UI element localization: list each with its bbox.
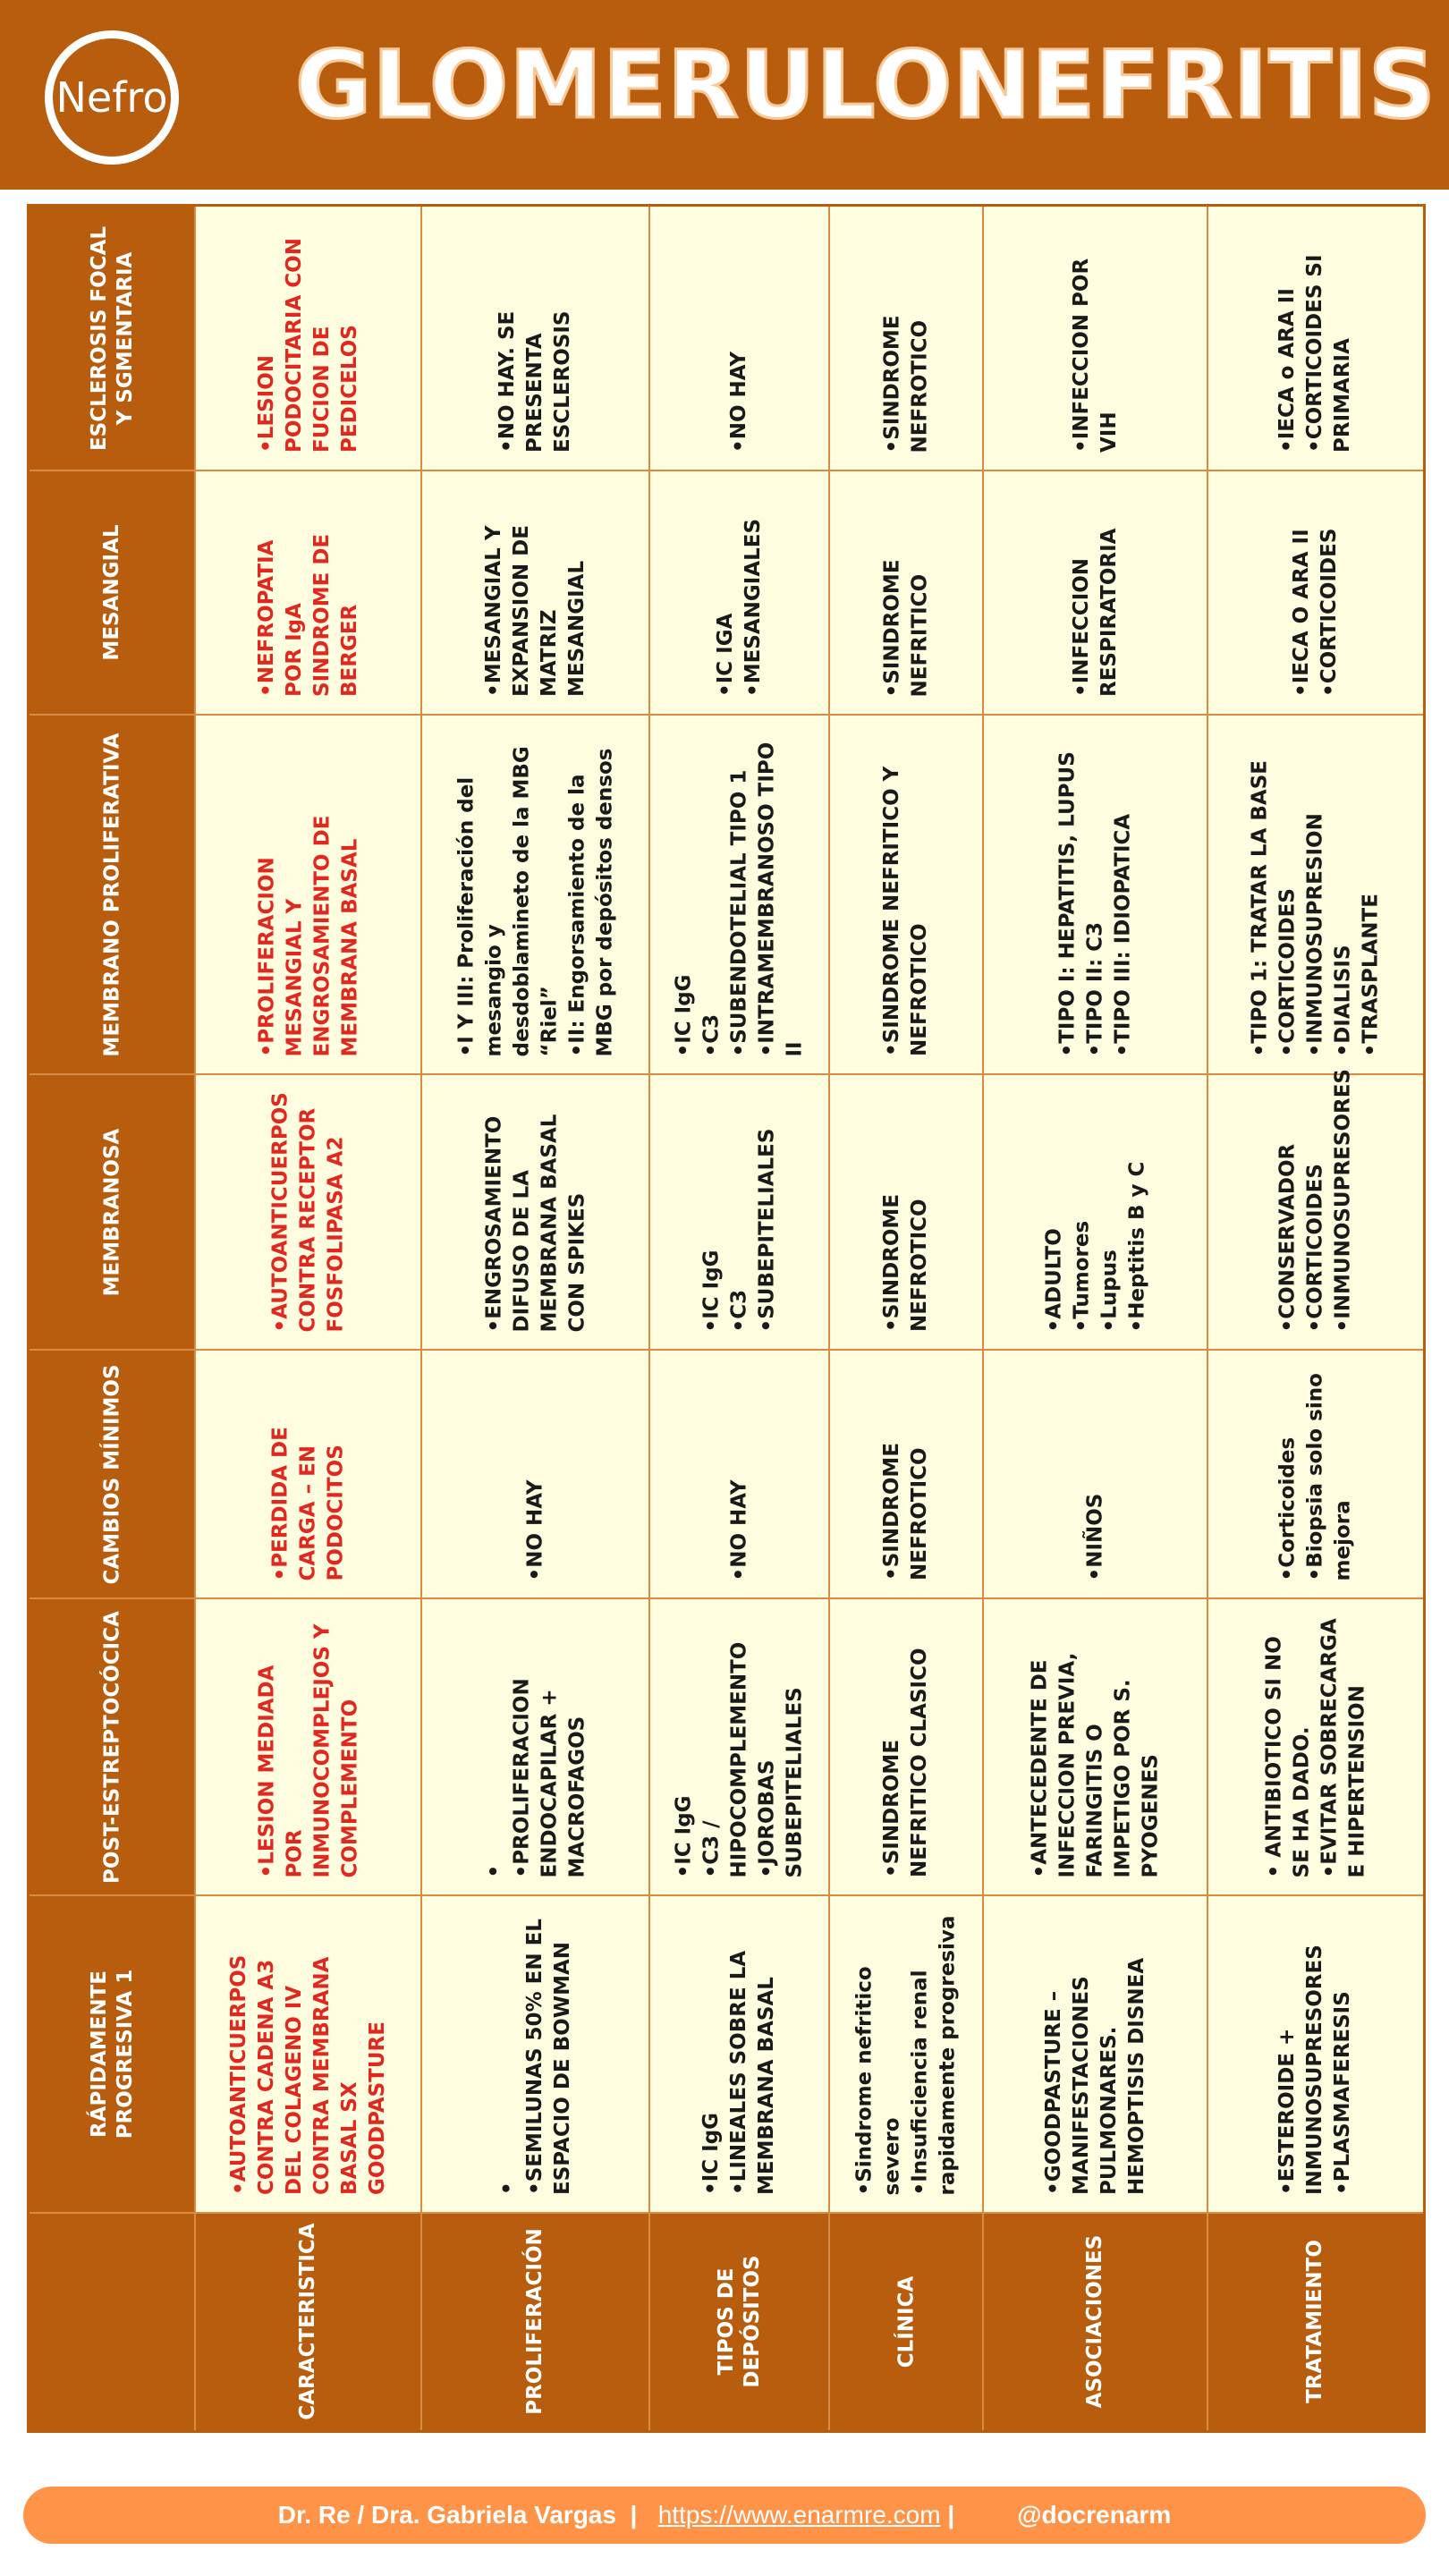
column-header-1 <box>30 207 195 470</box>
cell-line: •ENGROSAMIENTO DIFUSO DE LA MEMBRANA BASAL CON SPIKES <box>481 1114 589 1332</box>
row-header-2 <box>421 2213 649 2430</box>
cell-line: •I Y III: Proliferación del mesangio y desdoblamineto de la MBG “Riel” <box>453 745 561 1056</box>
column-header-label: MEMBRANO PROLIFERATIVA <box>100 732 123 1057</box>
cell-line: •GOODPASTURE – MANIFESTACIONES PULMONARES. HEMOPTISIS DISNEA <box>1041 1957 1148 2195</box>
cell-line: •INFECCION POR VIH <box>1069 258 1121 453</box>
cell-line: •Corticoides <box>1275 1436 1299 1580</box>
table-cell <box>195 1598 421 1895</box>
cell-line: •ESTEROIDE + INMUNOSUPRESORES <box>1275 1945 1326 2195</box>
row-header-4 <box>829 2213 983 2430</box>
logo-text: Nefro <box>55 73 168 122</box>
row-header-3 <box>649 2213 829 2430</box>
cell-line: •PERDIDA DE CARGA – EN PODOCITOS <box>268 1426 347 1580</box>
cell-line: •TIPO II: C3 <box>1083 921 1106 1056</box>
cell-line: •IECA o ARA II <box>1275 288 1299 453</box>
table-cell <box>421 715 649 1074</box>
cell-line: •SUBENDOTELIAL TIPO 1 <box>727 769 750 1056</box>
table-cell <box>195 1074 421 1350</box>
comparison-table <box>27 204 1426 2433</box>
row-header-5 <box>983 2213 1208 2430</box>
row-header-label: TRATAMIENTO <box>1303 2240 1326 2403</box>
cell-line: •NEFROPATIA POR IgA SINDROME DE BERGER <box>254 533 361 697</box>
cell-line: •CORTICOIDES <box>1303 1163 1326 1332</box>
header-banner <box>0 0 1449 190</box>
cell-line: •NIÑOS <box>1083 1493 1106 1580</box>
cell-line: • <box>496 2182 519 2195</box>
cell-line: •IC IgG <box>699 2112 723 2195</box>
cell-line: •LESION PODOCITARIA CON FUCION DE PEDICELOS <box>254 238 361 453</box>
table-cell <box>421 207 649 470</box>
table-cell <box>829 1895 983 2213</box>
table-cell <box>983 1074 1208 1350</box>
table-cell <box>649 207 829 470</box>
cell-line: •ANTECEDENTE DE INFECCION PREVIA, FARINGITIS O IMPETIGO POR S. PYOGENES <box>1028 1652 1162 1877</box>
column-header-5 <box>30 1350 195 1598</box>
cell-line: • <box>481 1864 505 1877</box>
table-cell <box>829 1350 983 1598</box>
table-cell <box>1208 715 1423 1074</box>
column-header-4 <box>30 1074 195 1350</box>
cell-line: •TRASPLANTE <box>1359 893 1382 1056</box>
row-header-6 <box>1208 2213 1423 2430</box>
cell-line: •AUTOANTICUERPOS CONTRA CADENA A3 DEL COLAGENO IV CONTRA MEMBRANA BASAL SX GOODPASTURE <box>226 1954 389 2195</box>
cell-line: • ANTIBIOTICO SI NO SE HA DADO. <box>1261 1635 1313 1877</box>
cell-line: •TIPO I: HEPATITIS, LUPUS <box>1055 750 1079 1056</box>
table-cell <box>1208 1068 1423 1350</box>
column-header-label: ESCLEROSIS FOCAL Y SGMENTARIA <box>87 225 137 452</box>
cell-line: •SINDROME NEFROTICO <box>880 1193 931 1332</box>
cell-line: •CORTICOIDES SI PRIMARIA <box>1303 254 1354 453</box>
cell-line: •IC IgG <box>672 973 695 1056</box>
footer-website-link[interactable]: https://www.enarmre.com <box>657 2501 941 2529</box>
footer-separator: | <box>615 2501 658 2529</box>
cell-line: •Tumores <box>1069 1220 1093 1332</box>
table-cell <box>649 1895 829 2213</box>
cell-line: •PROLIFERACION ENDOCAPILAR + MACROFAGOS <box>509 1677 589 1877</box>
table-cell <box>421 1598 649 1895</box>
row-header-1 <box>195 2213 421 2430</box>
table-cell <box>649 470 829 715</box>
footer-author: Dr. Re / Dra. Gabriela Vargas <box>277 2501 616 2529</box>
cell-line: •II: Engorsamiento de la MBG por depósitos densos <box>564 748 616 1056</box>
table-cell <box>1208 1350 1423 1598</box>
cell-line: •INMUNOSUPRESION <box>1303 812 1326 1056</box>
cell-line: •LINEALES SOBRE LA MEMBRANA BASAL <box>727 1950 778 2195</box>
cell-line: •MESANGIALES <box>741 518 765 697</box>
table-cell <box>983 1598 1208 1895</box>
cell-line: •Sindrome nefritico severo <box>852 1965 903 2195</box>
cell-line: •TIPO III: IDIOPATICA <box>1111 813 1134 1056</box>
table-cell <box>649 1350 829 1598</box>
cell-line: •C3 <box>699 1013 723 1056</box>
row-header-label: PROLIFERACIÓN <box>523 2228 547 2415</box>
cell-line: •IC IGA <box>713 613 737 697</box>
column-header-3 <box>30 715 195 1074</box>
cell-line: •NO HAY. SE PRESENTA ESCLEROSIS <box>496 310 574 453</box>
table-cell <box>829 207 983 470</box>
cell-line: •AUTOANTICUERPOS CONTRA RECEPTOR FOSFOLIPASA A2 <box>268 1091 347 1332</box>
cell-line: •MESANGIAL Y EXPANSION DE MATRIZ MESANGIAL <box>481 525 589 697</box>
row-header-label: TIPOS DE DEPÓSITOS <box>714 2255 764 2388</box>
table-cell <box>983 470 1208 715</box>
nefro-logo <box>45 30 179 165</box>
column-header-label: CAMBIOS MÍNIMOS <box>100 1363 123 1585</box>
row-header-label: CARACTERISTICA <box>296 2223 319 2420</box>
table-cell <box>983 207 1208 470</box>
cell-line: •JOROBAS SUBEPITELIALES <box>755 1686 806 1877</box>
cell-line: •SINDROME NEFRITICO CLASICO <box>880 1648 931 1877</box>
column-header-2 <box>30 470 195 715</box>
table-cell <box>195 715 421 1074</box>
cell-line: •Lupus <box>1097 1249 1121 1332</box>
table-cell <box>649 1074 829 1350</box>
cell-line: •C3 / HIPOCOMPLEMENTO <box>699 1641 750 1877</box>
cell-line: •Heptitis B y C <box>1124 1161 1148 1332</box>
cell-line: •TIPO 1: TRATAR LA BASE <box>1248 759 1271 1056</box>
table-cell <box>1208 470 1423 715</box>
table-cell <box>829 470 983 715</box>
column-header-label: RÁPIDAMENTE PROGRESIVA 1 <box>87 1969 137 2140</box>
table-cell <box>195 1350 421 1598</box>
table-cell <box>983 715 1208 1074</box>
table-cell <box>1208 207 1423 470</box>
cell-line: •INMUNOSUPRESORES <box>1331 1068 1354 1332</box>
cell-line: •SINDROME NEFROTICO <box>880 314 931 453</box>
page-title: GLOMERULONEFRITIS <box>295 30 1436 140</box>
cell-line: •NO HAY <box>727 1479 750 1580</box>
column-header-7 <box>30 1895 195 2213</box>
cell-line: •Insuficiencia renal rapidamente progresiva <box>908 1915 959 2195</box>
cell-line: •C3 <box>727 1289 750 1332</box>
table-cell <box>195 207 421 470</box>
cell-line: •SINDROME NEFRITICO <box>880 558 931 697</box>
table-cell <box>195 470 421 715</box>
footer-social-handle: @docrenarm <box>1017 2501 1172 2529</box>
table-cell <box>421 1350 649 1598</box>
column-header-label: MESANGIAL <box>100 524 123 661</box>
table-cell <box>421 1074 649 1350</box>
table-cell <box>421 1895 649 2213</box>
cell-line: •INFECCION RESPIRATORIA <box>1069 528 1121 697</box>
cell-line: •NO HAY <box>523 1479 547 1580</box>
cell-line: •PROLIFERACION MESANGIAL Y ENGROSAMIENTO DE MEMBRANA BASAL <box>254 815 361 1056</box>
column-header-6 <box>30 1598 195 1895</box>
cell-line: •DIALISIS <box>1331 944 1354 1056</box>
cell-line: •INTRAMEMBRANOSO TIPO II <box>755 741 806 1056</box>
table-cell <box>1208 1598 1423 1895</box>
cell-line: •SEMILUNAS 50% EN EL ESPACIO DE BOWMAN <box>523 1919 574 2195</box>
cell-line: •CONSERVADOR <box>1275 1143 1299 1332</box>
footer-bar <box>23 2487 1426 2544</box>
table-cell <box>983 1895 1208 2213</box>
row-header-label: CLÍNICA <box>894 2275 918 2368</box>
cell-line: •IC IgG <box>699 1249 723 1332</box>
column-header-label: POST-ESTREPTOCÓCICA <box>100 1610 123 1884</box>
table-cell <box>649 715 829 1074</box>
cell-line: •SUBEPITELIALES <box>755 1128 778 1332</box>
cell-line: •NO HAY <box>727 351 750 453</box>
cell-line: •CORTICOIDES <box>1317 528 1341 697</box>
cell-line: •SINDROME NEFRITICO Y NEFROTICO <box>880 766 931 1056</box>
table-cell <box>195 1895 421 2213</box>
footer-separator: | <box>940 2501 1018 2529</box>
table-cell <box>829 1598 983 1895</box>
table-cell <box>983 1350 1208 1598</box>
cell-line: •CORTICOIDES <box>1275 887 1299 1056</box>
cell-line: •EVITAR SOBRECARGA E HIPERTENSION <box>1317 1617 1368 1877</box>
table-cell <box>649 1598 829 1895</box>
row-header-label: ASOCIACIONES <box>1083 2234 1106 2409</box>
cell-line: •SINDROME NEFROTICO <box>880 1442 931 1580</box>
table-cell <box>421 470 649 715</box>
cell-line: •IC IgG <box>672 1794 695 1877</box>
cell-line: •IECA O ARA II <box>1289 529 1313 697</box>
cell-line: •Biopsia solo sino mejora <box>1303 1372 1354 1580</box>
table-cell <box>829 715 983 1074</box>
cell-line: •ADULTO <box>1041 1227 1065 1332</box>
table-cell <box>1208 1895 1423 2213</box>
cell-line: •LESION MEDIADA POR INMUNOCOMPLEJOS Y COMPLEMENTO <box>254 1623 361 1877</box>
column-header-label: MEMBRANOSA <box>100 1128 123 1296</box>
table-cell <box>829 1074 983 1350</box>
cell-line: •PLASMAFERESIS <box>1331 1991 1354 2195</box>
